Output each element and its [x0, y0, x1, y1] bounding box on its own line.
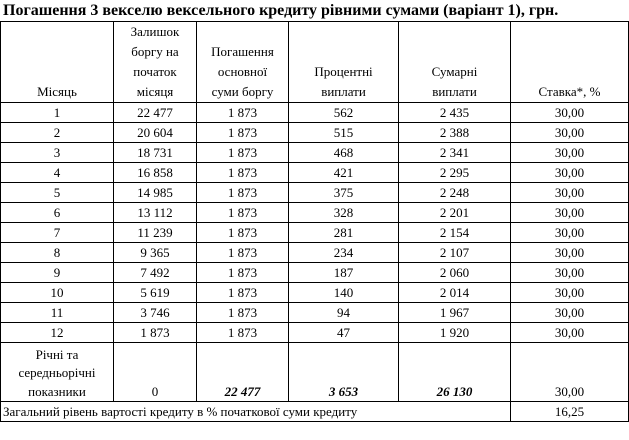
cell-interest: 375 — [289, 183, 399, 203]
cell-balance: 9 365 — [114, 243, 197, 263]
totals-label: Річні та середньорічні показники — [1, 343, 114, 402]
cell-month: 12 — [1, 323, 114, 343]
header-balance: Залишок боргу на початок місяця — [114, 22, 197, 103]
table-row — [1, 143, 629, 163]
cell-rate: 30,00 — [511, 243, 629, 263]
table-row — [1, 223, 629, 243]
table-row — [1, 303, 629, 323]
cell-month: 4 — [1, 163, 114, 183]
cell-month: 5 — [1, 183, 114, 203]
cell-month: 6 — [1, 203, 114, 223]
cell-principal: 1 873 — [197, 303, 289, 323]
cell-rate: 30,00 — [511, 263, 629, 283]
table-row — [1, 103, 629, 123]
header-row — [1, 22, 629, 103]
cell-total: 2 388 — [399, 123, 511, 143]
loan-repayment-table — [0, 21, 629, 422]
cell-principal: 1 873 — [197, 283, 289, 303]
cell-total: 2 060 — [399, 263, 511, 283]
cell-principal: 1 873 — [197, 223, 289, 243]
cell-principal: 1 873 — [197, 123, 289, 143]
cell-balance: 14 985 — [114, 183, 197, 203]
cell-total: 2 014 — [399, 283, 511, 303]
cell-principal: 1 873 — [197, 183, 289, 203]
header-total: Сумарні виплати — [399, 22, 511, 103]
cell-rate: 30,00 — [511, 143, 629, 163]
cell-balance: 11 239 — [114, 223, 197, 243]
header-rate: Ставка*, % — [511, 22, 629, 103]
cell-interest: 515 — [289, 123, 399, 143]
cell-interest: 562 — [289, 103, 399, 123]
cell-interest: 187 — [289, 263, 399, 283]
cell-month: 10 — [1, 283, 114, 303]
footer-label: Загальний рівень вартості кредиту в % початкової суми кредиту — [1, 402, 511, 422]
footer-row — [1, 402, 629, 422]
cell-principal: 1 873 — [197, 263, 289, 283]
cell-total: 2 435 — [399, 103, 511, 123]
cell-balance: 13 112 — [114, 203, 197, 223]
cell-rate: 30,00 — [511, 223, 629, 243]
totals-rate: 30,00 — [511, 343, 629, 402]
cell-interest: 421 — [289, 163, 399, 183]
cell-principal: 1 873 — [197, 243, 289, 263]
totals-total: 26 130 — [399, 343, 511, 402]
cell-rate: 30,00 — [511, 163, 629, 183]
header-month: Місяць — [1, 22, 114, 103]
cell-balance: 20 604 — [114, 123, 197, 143]
cell-total: 2 295 — [399, 163, 511, 183]
cell-rate: 30,00 — [511, 123, 629, 143]
cell-principal: 1 873 — [197, 143, 289, 163]
cell-balance: 22 477 — [114, 103, 197, 123]
totals-principal: 22 477 — [197, 343, 289, 402]
totals-balance: 0 — [114, 343, 197, 402]
cell-interest: 234 — [289, 243, 399, 263]
cell-total: 2 201 — [399, 203, 511, 223]
cell-total: 2 341 — [399, 143, 511, 163]
cell-month: 8 — [1, 243, 114, 263]
cell-balance: 5 619 — [114, 283, 197, 303]
cell-principal: 1 873 — [197, 163, 289, 183]
cell-rate: 30,00 — [511, 103, 629, 123]
cell-total: 1 967 — [399, 303, 511, 323]
cell-interest: 47 — [289, 323, 399, 343]
cell-rate: 30,00 — [511, 303, 629, 323]
cell-rate: 30,00 — [511, 183, 629, 203]
cell-total: 1 920 — [399, 323, 511, 343]
table-row — [1, 323, 629, 343]
header-principal: Погашення основної суми боргу — [197, 22, 289, 103]
table-row — [1, 243, 629, 263]
cell-balance: 18 731 — [114, 143, 197, 163]
cell-balance: 16 858 — [114, 163, 197, 183]
table-row — [1, 123, 629, 143]
table-row — [1, 263, 629, 283]
table-title: Погашення 3 векселю вексельного кредиту рівними сумами (варіант 1), грн. — [3, 2, 559, 19]
cell-interest: 140 — [289, 283, 399, 303]
table-row — [1, 203, 629, 223]
cell-principal: 1 873 — [197, 203, 289, 223]
cell-month: 3 — [1, 143, 114, 163]
table-row — [1, 163, 629, 183]
cell-month: 2 — [1, 123, 114, 143]
table-row — [1, 183, 629, 203]
cell-rate: 30,00 — [511, 323, 629, 343]
cell-month: 7 — [1, 223, 114, 243]
cell-total: 2 248 — [399, 183, 511, 203]
cell-month: 9 — [1, 263, 114, 283]
cell-total: 2 107 — [399, 243, 511, 263]
cell-total: 2 154 — [399, 223, 511, 243]
header-interest: Процентні виплати — [289, 22, 399, 103]
cell-month: 11 — [1, 303, 114, 323]
totals-row — [1, 343, 629, 402]
cell-rate: 30,00 — [511, 203, 629, 223]
cell-principal: 1 873 — [197, 103, 289, 123]
cell-interest: 94 — [289, 303, 399, 323]
cell-interest: 281 — [289, 223, 399, 243]
cell-interest: 328 — [289, 203, 399, 223]
cell-balance: 1 873 — [114, 323, 197, 343]
cell-rate: 30,00 — [511, 283, 629, 303]
totals-interest: 3 653 — [289, 343, 399, 402]
footer-value: 16,25 — [511, 402, 629, 422]
cell-principal: 1 873 — [197, 323, 289, 343]
cell-balance: 3 746 — [114, 303, 197, 323]
cell-balance: 7 492 — [114, 263, 197, 283]
table-row — [1, 283, 629, 303]
cell-interest: 468 — [289, 143, 399, 163]
cell-month: 1 — [1, 103, 114, 123]
